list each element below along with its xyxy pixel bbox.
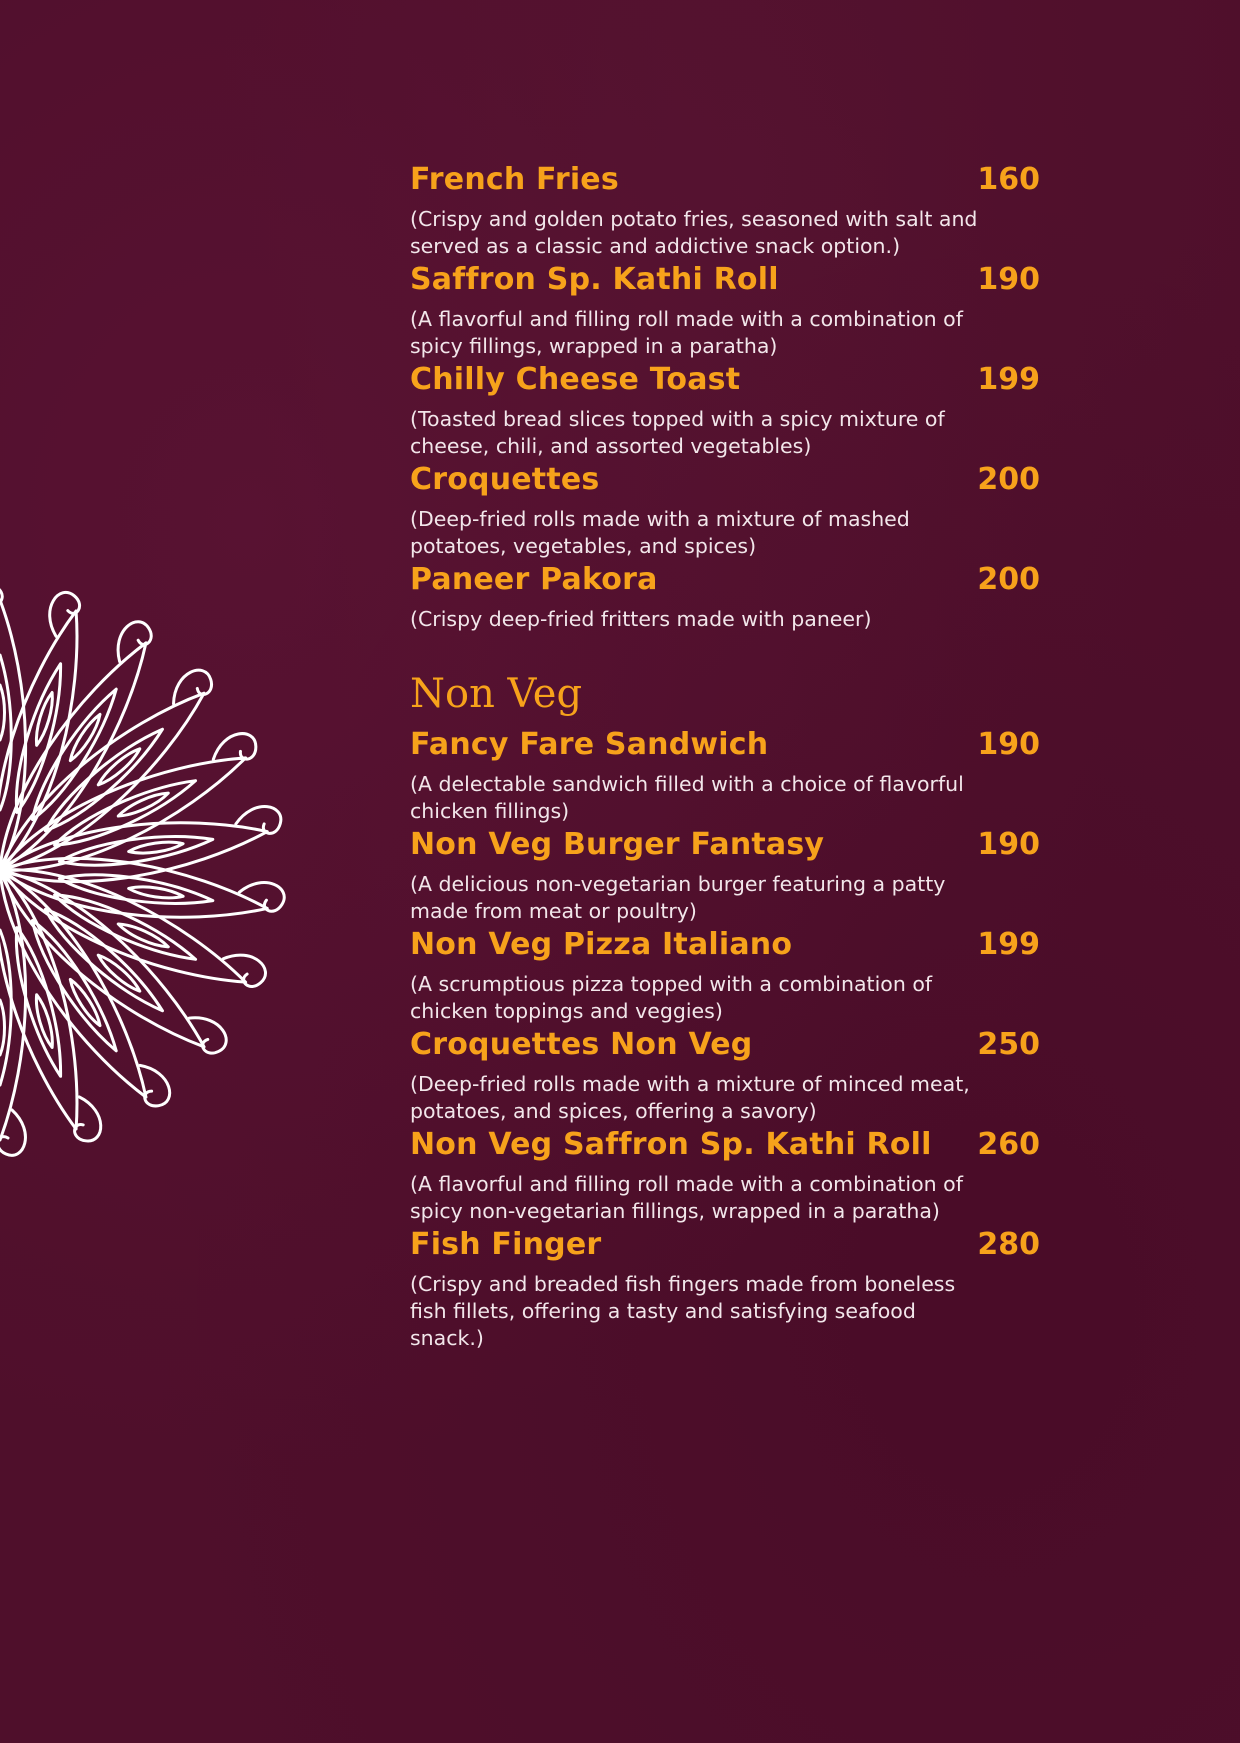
item-price: 190 [977, 827, 1040, 862]
menu-item-saffron-kathi-roll [410, 260, 1040, 360]
item-price: 280 [977, 1227, 1040, 1262]
menu-item-croquettes [410, 460, 1040, 560]
item-name: Croquettes Non Veg [410, 1027, 753, 1062]
menu-page [410, 160, 1040, 1352]
item-description: (Deep-fried rolls made with a mixture of mashed potatoes, vegetables, and spices) [410, 507, 910, 558]
item-description: (Crispy and breaded fish fingers made from boneless fish fillets, offering a tasty and satisfying seafood snack.) [410, 1272, 956, 1350]
menu-item-fish-finger [410, 1225, 1040, 1352]
item-description: (Toasted bread slices topped with a spicy mixture of cheese, chili, and assorted vegetables) [410, 407, 945, 458]
item-name: Chilly Cheese Toast [410, 362, 741, 397]
item-description: (A delicious non-vegetarian burger featuring a patty made from meat or poultry) [410, 872, 946, 923]
item-name: French Fries [410, 162, 619, 197]
mandala-petal [0, 664, 232, 890]
item-name: Croquettes [410, 462, 600, 497]
menu-item-chilly-cheese-toast [410, 360, 1040, 460]
menu-item-paneer-pakora [410, 560, 1040, 633]
item-description: (A delectable sandwich filled with a choice of flavorful chicken fillings) [410, 772, 964, 823]
menu-item-fancy-fare-sandwich [410, 725, 1040, 825]
item-name: Non Veg Burger Fantasy [410, 827, 825, 862]
item-name: Fish Finger [410, 1227, 602, 1262]
item-description: (Crispy and golden potato fries, seasoned with salt and served as a classic and addictive snack option.) [410, 207, 978, 258]
item-name: Fancy Fare Sandwich [410, 727, 769, 762]
mandala-petal [0, 851, 232, 1077]
item-price: 199 [977, 362, 1040, 397]
item-name: Non Veg Pizza Italiano [410, 927, 793, 962]
menu-item-non-veg-burger [410, 825, 1040, 925]
item-price: 200 [977, 462, 1040, 497]
menu-item-croquettes-non-veg [410, 1025, 1040, 1125]
item-description: (Deep-fried rolls made with a mixture of minced meat, potatoes, and spices, offering a savory) [410, 1072, 970, 1123]
item-description: (A flavorful and filling roll made with a combination of spicy non-vegetarian fillings, wrapped in a paratha) [410, 1172, 963, 1223]
item-description: (A scrumptious pizza topped with a combination of chicken toppings and veggies) [410, 972, 933, 1023]
item-name: Paneer Pakora [410, 562, 658, 597]
item-price: 190 [977, 727, 1040, 762]
section-title-non-veg: Non Veg [410, 671, 583, 717]
menu-item-non-veg-kathi-roll [410, 1125, 1040, 1225]
item-price: 190 [977, 262, 1040, 297]
item-price: 200 [977, 562, 1040, 597]
item-price: 260 [977, 1127, 1040, 1162]
menu-item-french-fries [410, 160, 1040, 260]
mandala-icon [0, 560, 320, 1180]
item-name: Non Veg Saffron Sp. Kathi Roll [410, 1127, 932, 1162]
item-description: (Crispy deep-fried fritters made with paneer) [410, 607, 872, 631]
item-name: Saffron Sp. Kathi Roll [410, 262, 779, 297]
item-price: 160 [977, 162, 1040, 197]
menu-item-non-veg-pizza [410, 925, 1040, 1025]
item-price: 199 [977, 927, 1040, 962]
item-price: 250 [977, 1027, 1040, 1062]
item-description: (A flavorful and filling roll made with a combination of spicy fillings, wrapped in a paratha) [410, 307, 963, 358]
